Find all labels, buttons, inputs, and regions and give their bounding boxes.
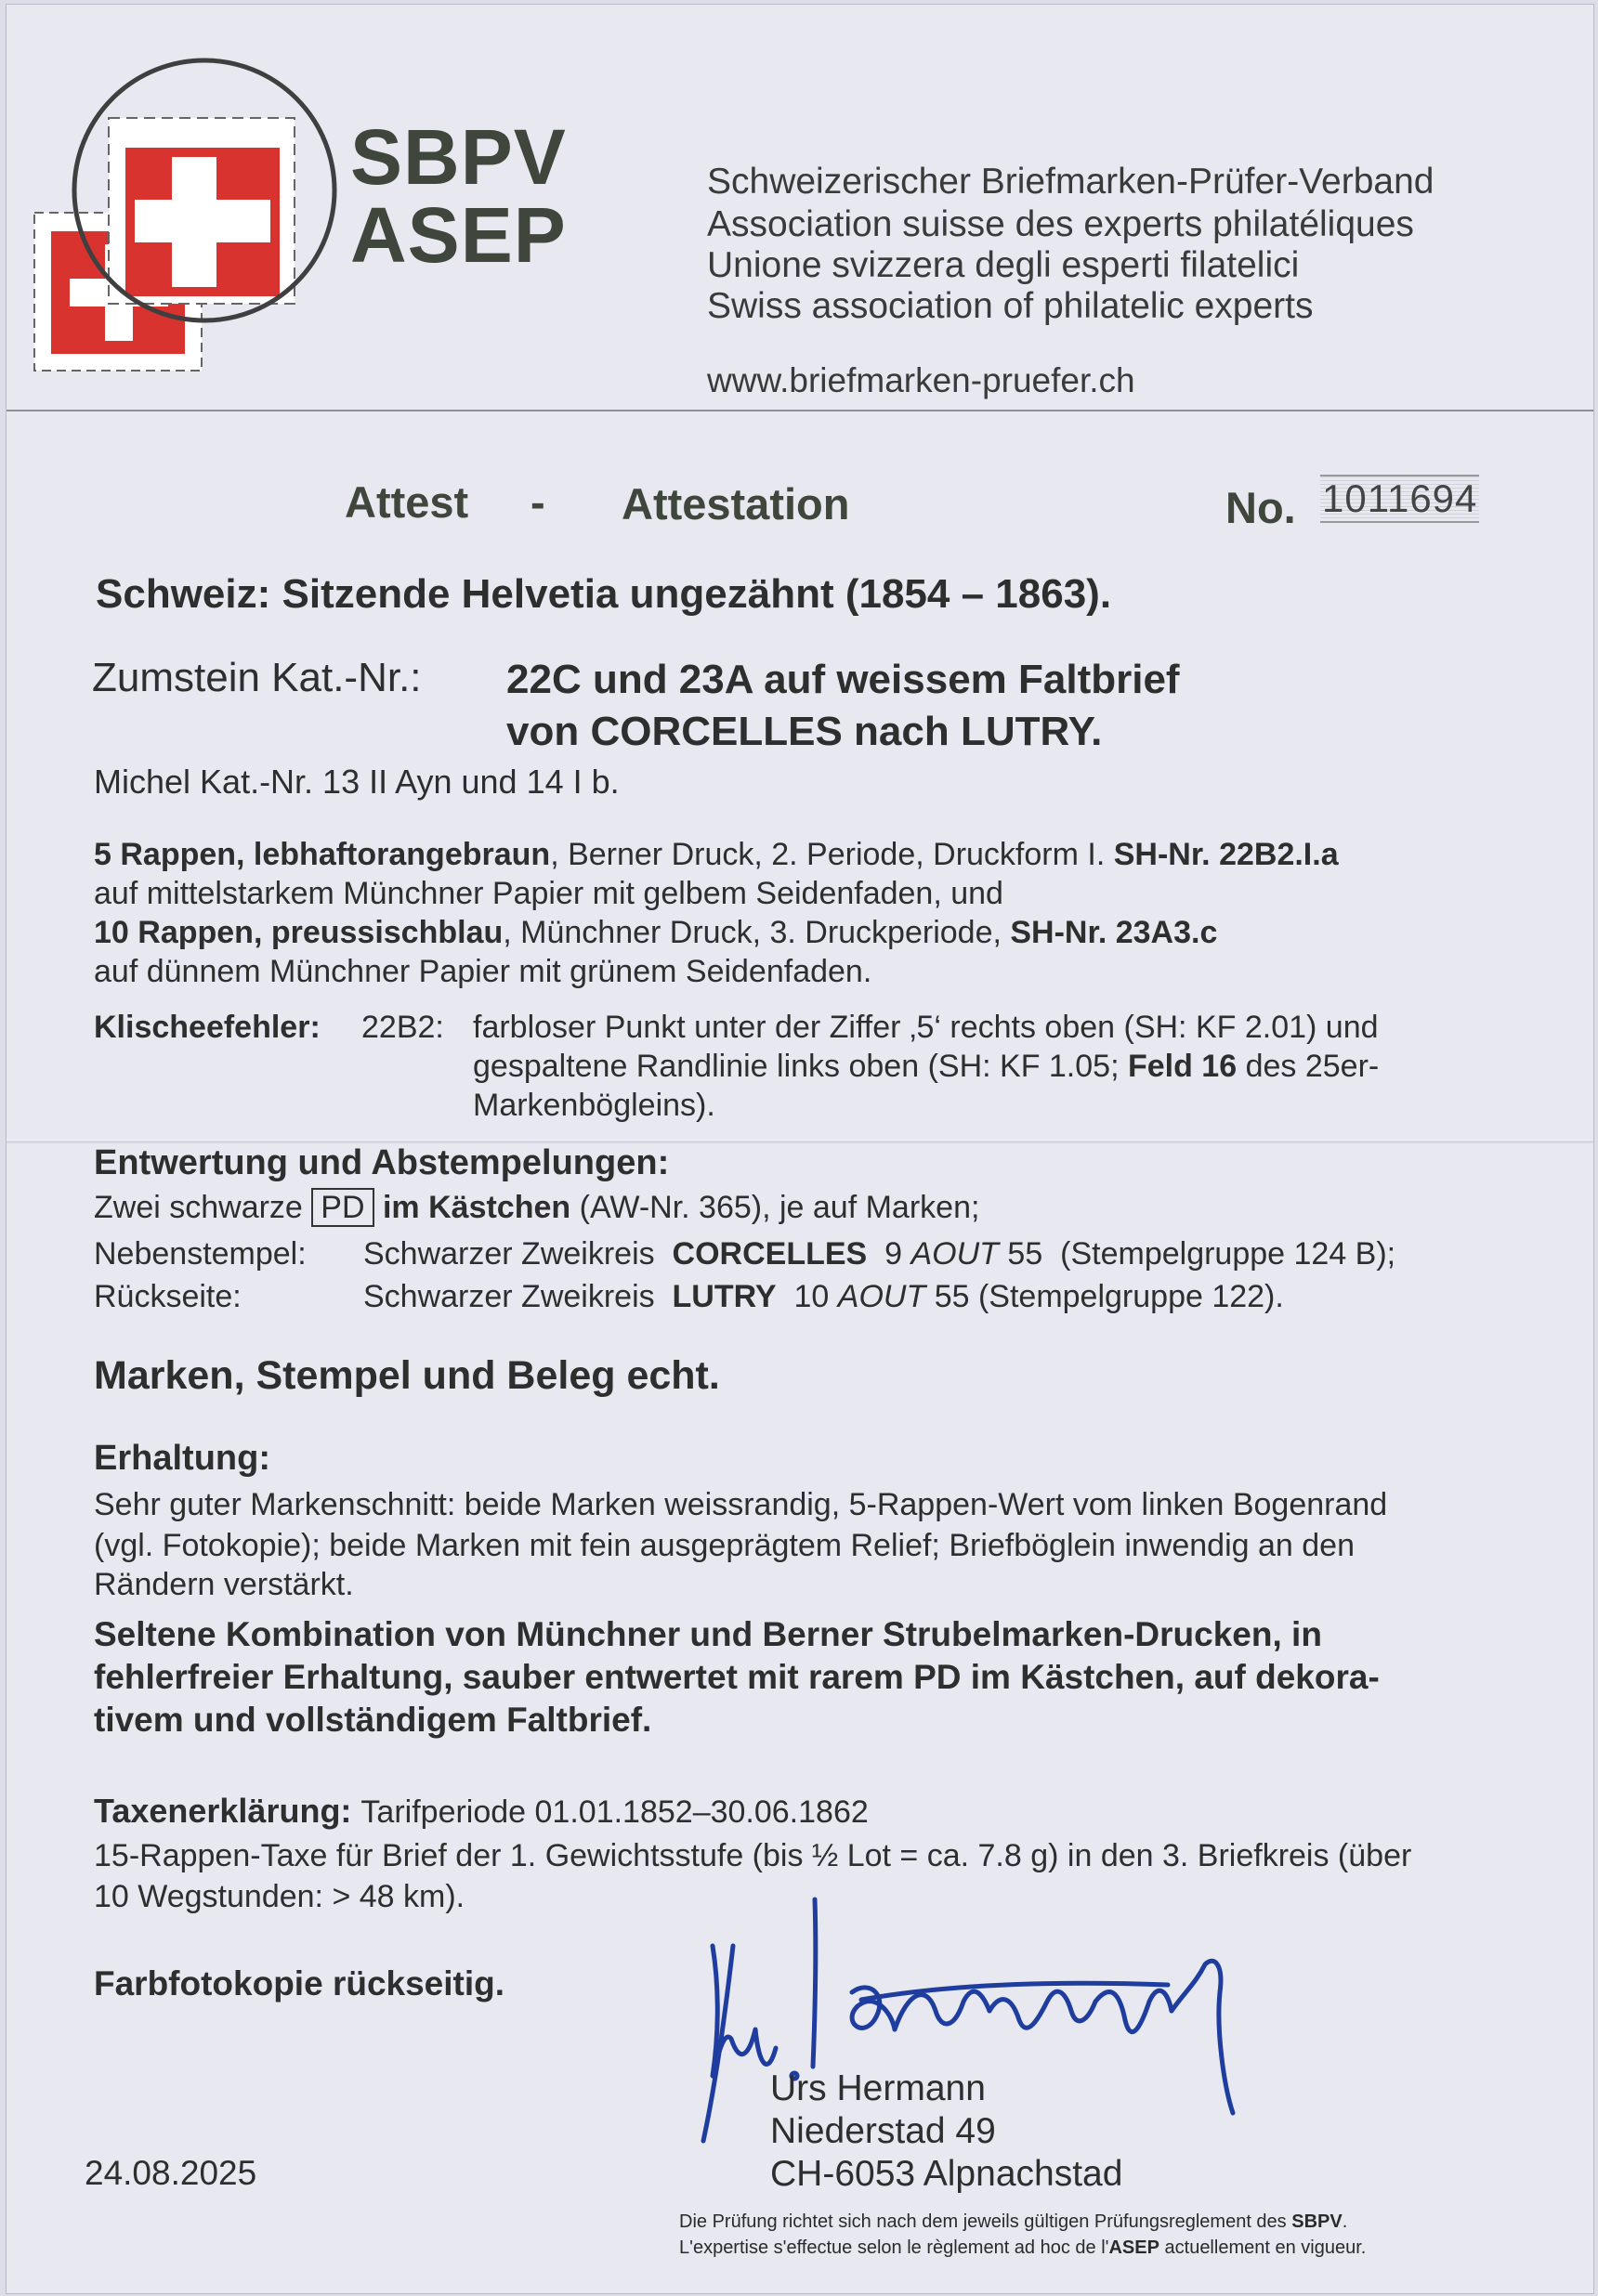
tax-line3: 10 Wegstunden: > 48 km). bbox=[94, 1879, 465, 1914]
tax-line1: Taxenerklärung: Tarifperiode 01.01.1852–30.06.1862 bbox=[94, 1792, 869, 1830]
title-dash: - bbox=[530, 477, 545, 527]
plate-flaws-label: Klischeefehler: bbox=[94, 1010, 321, 1045]
stamp-desc-line4: auf dünnem Münchner Papier mit grünem Seidenfaden. bbox=[94, 954, 872, 989]
signatory-street: Niederstad 49 bbox=[770, 2111, 996, 2151]
tax-line2: 15-Rappen-Taxe für Brief der 1. Gewichtsstufe (bis ½ Lot = ca. 7.8 g) in den 3. Briefkreis (über bbox=[94, 1838, 1412, 1873]
stamp-desc-line3: 10 Rappen, preussischblau, Münchner Druck, 3. Druckperiode, SH-Nr. 23A3.c bbox=[94, 915, 1218, 950]
association-name-it: Unione svizzera degli esperti filatelici bbox=[707, 245, 1300, 285]
title-attestation: Attestation bbox=[622, 479, 850, 528]
condition-line1: Sehr guter Markenschnitt: beide Marken weissrandig, 5-Rappen-Wert vom linken Bogenrand bbox=[94, 1487, 1388, 1522]
catalog-label: Zumstein Kat.-Nr.: bbox=[92, 655, 422, 700]
catalog-line1: 22C und 23A auf weissem Faltbrief bbox=[506, 657, 1180, 702]
logo-asep: ASEP bbox=[350, 191, 567, 279]
plate-flaws-line1: farbloser Punkt unter der Ziffer ‚5‘ rechts oben (SH: KF 2.01) und bbox=[473, 1010, 1379, 1045]
header-divider bbox=[7, 410, 1593, 411]
association-name-en: Swiss association of philatelic experts bbox=[707, 286, 1314, 326]
plate-flaws-code: 22B2: bbox=[361, 1010, 444, 1045]
certificate-sheet bbox=[6, 4, 1594, 2294]
summary-line2: fehlerfreier Erhaltung, sauber entwertet mit rarem PD im Kästchen, auf dekora- bbox=[94, 1658, 1380, 1696]
verdict-heading: Marken, Stempel und Beleg echt. bbox=[94, 1353, 720, 1398]
condition-heading: Erhaltung: bbox=[94, 1439, 270, 1478]
association-name-de: Schweizerischer Briefmarken-Prüfer-Verband bbox=[707, 162, 1434, 202]
cancellation-heading: Entwertung und Abstempelungen: bbox=[94, 1143, 670, 1182]
reverse-label: Rückseite: bbox=[94, 1279, 242, 1314]
condition-line3: Rändern verstärkt. bbox=[94, 1567, 354, 1602]
website-link[interactable]: www.briefmarken-pruefer.ch bbox=[707, 361, 1135, 399]
title-attest: Attest bbox=[345, 477, 469, 527]
summary-line1: Seltene Kombination von Münchner und Berner Strubelmarken-Drucken, in bbox=[94, 1615, 1322, 1653]
summary-line3: tivem und vollständigem Faltbrief. bbox=[94, 1701, 652, 1739]
footer-note-fr: L'expertise s'effectue selon le règlement ad hoc de l'ASEP actuellement en vigueur. bbox=[679, 2237, 1367, 2258]
photocopy-note: Farbfotokopie rückseitig. bbox=[94, 1964, 505, 2002]
signatory-name: Urs Hermann bbox=[770, 2068, 986, 2108]
pd-box: PD bbox=[311, 1188, 373, 1227]
stamp-desc-line1: 5 Rappen, lebhaftorangebraun, Berner Druck, 2. Periode, Druckform I. SH-Nr. 22B2.I.a bbox=[94, 837, 1339, 872]
reverse-value: Schwarzer Zweikreis LUTRY 10 AOUT 55 (Stempelgruppe 122). bbox=[363, 1279, 1284, 1314]
logo-sbpv: SBPV bbox=[350, 113, 567, 201]
side-cancel-label: Nebenstempel: bbox=[94, 1236, 307, 1272]
plate-flaws-line3: Markenbögleins). bbox=[473, 1088, 715, 1123]
cancellation-line1: Zwei schwarze PD im Kästchen (AW-Nr. 365), je auf Marken; bbox=[94, 1190, 980, 1225]
michel-catalog: Michel Kat.-Nr. 13 II Ayn und 14 I b. bbox=[94, 763, 620, 801]
subject-heading: Schweiz: Sitzende Helvetia ungezähnt (1854 – 1863). bbox=[96, 571, 1112, 617]
association-name-fr: Association suisse des experts philatéliques bbox=[707, 204, 1414, 244]
condition-line2: (vgl. Fotokopie); beide Marken mit fein ausgeprägtem Relief; Briefböglein inwendig an den bbox=[94, 1528, 1355, 1563]
plate-flaws-line2: gespaltene Randlinie links oben (SH: KF 1.05; Feld 16 des 25er- bbox=[473, 1049, 1380, 1084]
issue-date: 24.08.2025 bbox=[85, 2154, 257, 2192]
footer-note-de: Die Prüfung richtet sich nach dem jeweils gültigen Prüfungsreglement des SBPV. bbox=[679, 2211, 1348, 2232]
certificate-number: 1011694 bbox=[1320, 475, 1479, 523]
stamp-desc-line2: auf mittelstarkem Münchner Papier mit gelbem Seidenfaden, und bbox=[94, 876, 1003, 911]
signatory-city: CH-6053 Alpnachstad bbox=[770, 2154, 1123, 2194]
sbpv-stamp-logo-icon bbox=[25, 53, 341, 397]
side-cancel-value: Schwarzer Zweikreis CORCELLES 9 AOUT 55 (Stempelgruppe 124 B); bbox=[363, 1236, 1396, 1272]
catalog-line2: von CORCELLES nach LUTRY. bbox=[506, 709, 1103, 754]
certificate-no-label: No. bbox=[1225, 483, 1296, 532]
